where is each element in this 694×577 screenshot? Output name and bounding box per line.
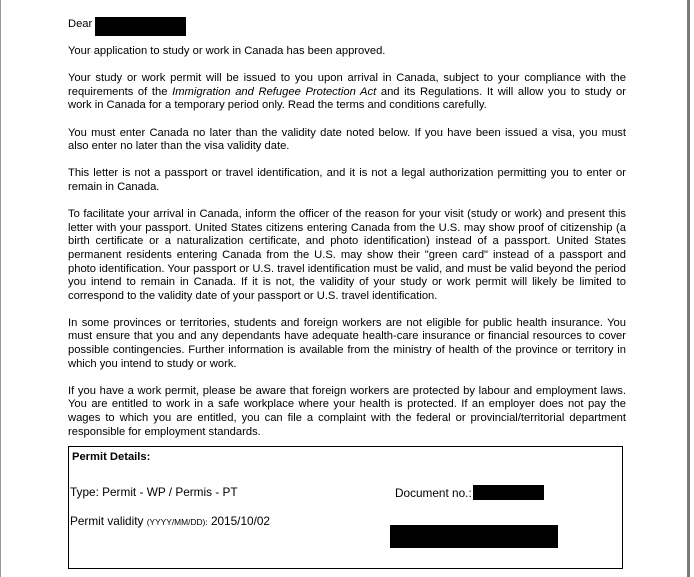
- permit-validity-format: (YYYY/MM/DD):: [146, 517, 208, 527]
- paragraph-approval: Your application to study or work in Canada has been approved.: [68, 45, 386, 57]
- permit-details-box: [68, 446, 623, 569]
- redacted-recipient-name: [95, 17, 186, 36]
- document-number-label: Document no.:: [395, 485, 472, 500]
- act-name: Immigration and Refugee Protection Act: [172, 85, 377, 98]
- paragraph-arrival-instructions: To facilitate your arrival in Canada, inform the officer of the reason for your visit (study or work) and present this letter with your passport. United States citizens entering Canada from the U.S. may show proof of citizenship (a birth certificate or a naturalization certificate, and photo identification) instead of a passport. United States permanent residents entering Canada from the U.S. may show their "green card" instead of a passport and photo identification. Your passport or U.S. travel identification must be valid, and must be valid beyond the period you intend to remain in Canada. If it is not, the validity of your study or work permit will likely be limited to correspond to the validity date of your passport or U.S. travel identification.: [68, 208, 626, 302]
- redacted-block: [390, 525, 558, 548]
- salutation-text: Dear: [68, 18, 93, 31]
- paragraph-permit-issuance-text-2: and its Regulations. It will allow you to study or work in Canada for a temporary period only. Read the terms and conditions carefully.: [68, 85, 626, 112]
- paragraph-permit-issuance: [68, 72, 626, 113]
- permit-type: Type: Permit - WP / Permis - PT: [70, 485, 238, 499]
- paragraph-worker-protection: If you have a work permit, please be aware that foreign workers are protected by labour and employment laws. You are entitled to work in a safe workplace where your health is protected. If an employer does not pay the wages to which you are entitled, you can file a complaint with the federal or provincial/territorial department responsible for employment standards.: [68, 384, 626, 438]
- letter-body: [68, 17, 626, 453]
- permit-validity-date: 2015/10/02: [210, 514, 270, 528]
- redacted-document-number: [473, 485, 544, 500]
- permit-details-title: Permit Details:: [72, 451, 151, 463]
- salutation-line: [68, 17, 626, 33]
- paragraph-not-passport: This letter is not a passport or travel identification, and it is not a legal authorization permitting you to enter or remain in Canada.: [68, 167, 626, 193]
- paragraph-health-insurance: In some provinces or territories, students and foreign workers are not eligible for public health insurance. You must ensure that you and any dependants have adequate health-care insurance or financial resources to cover possible contingencies. Further information is available from the ministry of health of the province or territory in which you intend to study or work.: [68, 316, 626, 370]
- paragraph-entry-deadline: You must enter Canada no later than the validity date noted below. If you have been issued a visa, you must also enter no later than the visa validity date.: [68, 126, 626, 153]
- permit-validity-label: Permit validity: [70, 514, 144, 528]
- document-number-row: [395, 485, 544, 500]
- paragraph-permit-issuance-text-1: Your study or work permit will be issued to you upon arrival in Canada, subject to your compliance with the requirements of the: [68, 72, 626, 98]
- permit-validity-row: [70, 514, 270, 528]
